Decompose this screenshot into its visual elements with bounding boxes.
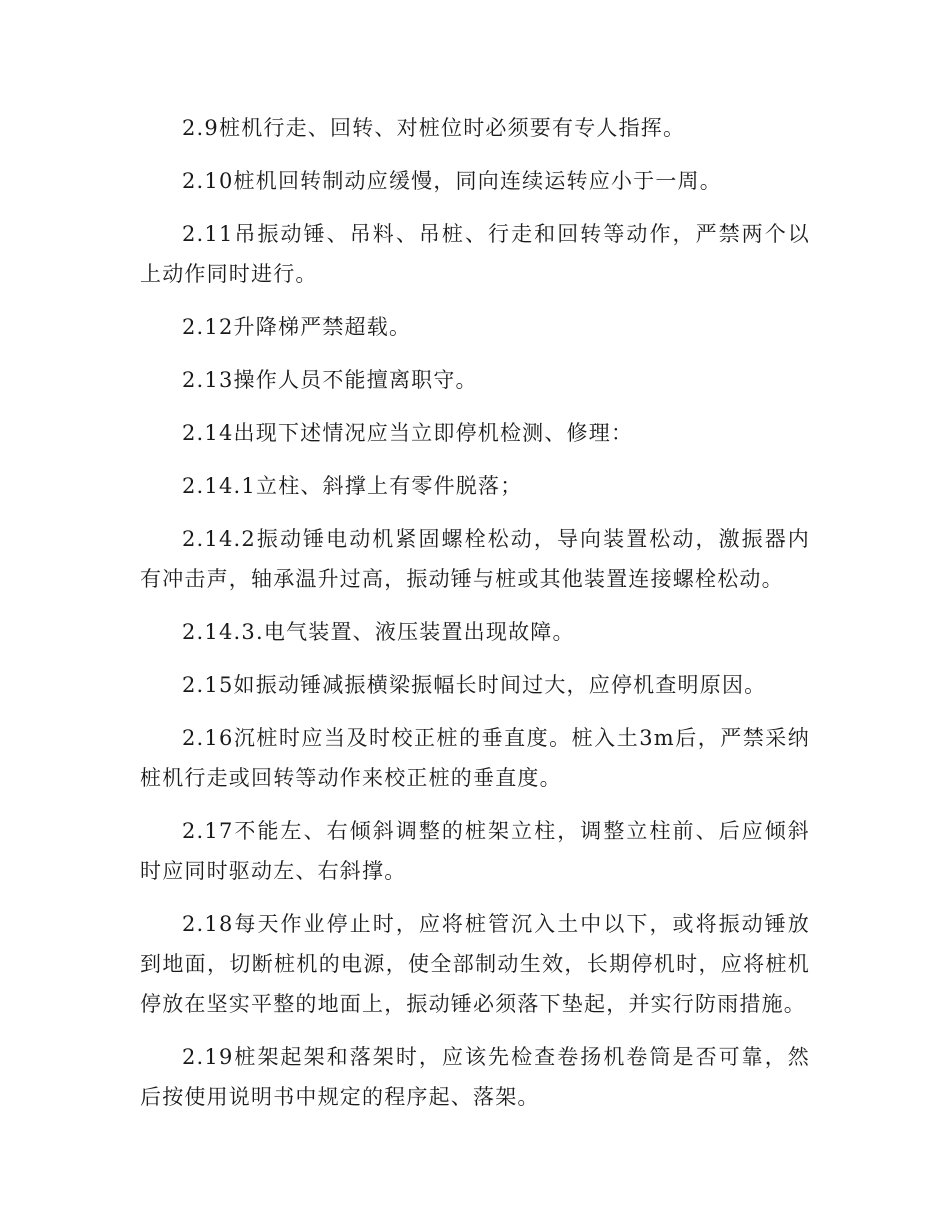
paragraph-2-14-2: 2.14.2振动锤电动机紧固螺栓松动，导向装置松动，激振器内有冲击声，轴承温升过高，振动锤与桩或其他装置连接螺栓松动。 [140, 527, 810, 591]
paragraph-2-9: 2.9桩机行走、回转、对桩位时必须要有专人指挥。 [182, 116, 686, 140]
paragraph-2-14: 2.14出现下述情况应当立即停机检测、修理： [182, 421, 634, 445]
paragraph-2-13: 2.13操作人员不能擅离职守。 [182, 368, 478, 392]
paragraph-2-18: 2.18每天作业停止时，应将桩管沉入土中以下，或将振动锤放到地面，切断桩机的电源，使全部制动生效，长期停机时，应将桩机停放在坚实平整的地面上，振动锤必须落下垫起，并实行防雨措施。 [140, 912, 810, 1016]
paragraph-2-10: 2.10桩机回转制动应缓慢，同向连续运转应小于一周。 [182, 169, 722, 193]
paragraph-2-14-3: 2.14.3.电气装置、液压装置出现故障。 [182, 620, 575, 644]
paragraph-2-14-1: 2.14.1立柱、斜撑上有零件脱落； [182, 474, 523, 498]
paragraph-2-12: 2.12升降梯严禁超载。 [182, 315, 412, 339]
paragraph-2-11: 2.11吊振动锤、吊料、吊桩、行走和回转等动作，严禁两个以上动作同时进行。 [140, 222, 810, 286]
paragraph-2-16: 2.16沉桩时应当及时校正桩的垂直度。桩入土3m后，严禁采纳桩机行走或回转等动作来校正桩的垂直度。 [140, 726, 810, 790]
paragraph-2-17: 2.17不能左、右倾斜调整的桩架立柱，调整立柱前、后应倾斜时应同时驱动左、右斜撑。 [140, 819, 810, 883]
paragraph-2-15: 2.15如振动锤减振横梁振幅长时间过大，应停机查明原因。 [182, 673, 767, 697]
paragraph-2-19: 2.19桩架起架和落架时，应该先检查卷扬机卷筒是否可靠，然后按使用说明书中规定的程序起、落架。 [140, 1045, 810, 1109]
document-body [140, 108, 810, 1130]
